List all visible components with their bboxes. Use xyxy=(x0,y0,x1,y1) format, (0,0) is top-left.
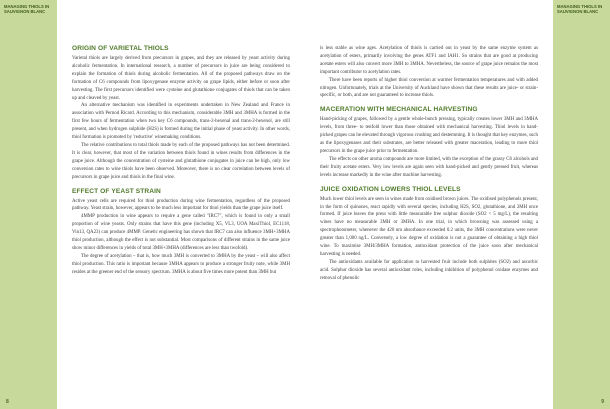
paragraph: Much lower thiol levels are seen in wines made from oxidised brown juices. The oxidised polyphenols present, in the form of quinones, react rapidly with several species, including H2S, SO2, glutathione, and 3MH once formed. If juice leaves the press with little measurable free sulphur dioxide (SO2 < 5 mg/L), the resulting wines have no measurable 3MH or 3MHA. In one trial, in which browning was assessed using a spectrophotometer, whenever the 420 nm absorbance exceeded 0.2 units, the 3MH concentrations were never greater than 1,000 ng/L. Conversely, a low degree of oxidation is not a guarantee of obtaining a high thiol wine. To maximise 3MH/3MHA formation, antioxidant protection of the juice soon after mechanical harvesting is needed. xyxy=(320,196,538,257)
left-text-column xyxy=(72,45,290,277)
left-running-header: MANAGING THIOLS IN SAUVIGNON BLANC xyxy=(4,4,50,14)
paragraph: Hand-picking of grapes, followed by a gentle whole-bunch pressing, typically creates lower 3MH and 3MHA levels, from three- to tenfold lower than those obtained with mechanical harvesting. Thiol levels in hand-picked grapes can be elevated through vigorous crushing and destemming. It is thought that key enzymes, such as the lipoxygenases and their substrates, are better released with greater maceration, leading to more thiol precursors in the grape juice prior to fermentation. xyxy=(320,117,538,154)
paragraph: The antioxidants available for application to harvested fruit include both sulphites (SO2) and ascorbic acid. Sulphur dioxide has several antioxidant roles, including inhibition of polyphenol oxidase enzymes and removal of phenolic xyxy=(320,259,538,281)
paragraph: The degree of acetylation – that is, how much 3MH is converted to 3MHA by the yeast – will also affect thiol production. This ratio is important because 3MHA appears to produce a stronger fruity note, while 3MH resides at the greener end of the sensory spectrum. 3MHA is about five times more potent than 3MH but xyxy=(72,253,290,275)
section-heading-yeast: EFFECT OF YEAST STRAIN xyxy=(72,187,161,195)
section-heading-maceration: MACERATION WITH MECHANICAL HARVESTING xyxy=(320,106,478,114)
right-running-header: MANAGING THIOLS IN SAUVIGNON BLANC xyxy=(557,4,603,14)
paragraph: There have been reports of higher thiol conversion at warmer fermentation temperatures and with added nitrogen. Unfortunately, trials at the University of Auckland have shown that these results are juice- or strain-specific, or both, and are not guaranteed to increase thiols. xyxy=(320,77,538,99)
left-page-number: 8 xyxy=(6,399,9,405)
paragraph: Varietal thiols are largely derived from precursors in grapes, and they are released by yeast activity during alcoholic fermentation. In international research, a number of precursors in juice are being considered to explain the formation of thiols during alcoholic fermentation. All of the proposed pathways draw on the formation of C6 compounds from lipoxygenase enzyme activity on grape lipids, either before or soon after harvesting. The first precursors identified were cysteine and glutathione conjugates of thiols that can be taken up and cleaved by yeast. xyxy=(72,56,290,101)
paragraph: An alternative mechanism was identified in experiments undertaken in New Zealand and France in association with Pernod Ricard. According to this mechanism, considerable 3MH and 3MHA is formed in the first few hours of fermentation when two key C6 compounds, trans-2-hexenal and trans-2-hexenol, are still present, and when hydrogen sulphide (H2S) is formed during the initial phase of yeast activity. In other words, thiol formation is promoted by 'reductive' winemaking conditions. xyxy=(72,103,290,141)
paragraph: The effects on other aroma compounds are more limited, with the exception of the grassy C6 alcohols and their fruity acetate esters. Very low levels are again seen with hand-picked and gently pressed fruit, whereas levels increase markedly in the wine after machine harvesting. xyxy=(320,156,538,178)
paragraph: The relative contributions to total thiols made by each of the proposed pathways has not been determined. It is clear, however, that most of the variation between thiols found in wines results from differences in the grape juice. Although the concentration of cysteine and glutathione conjugates in juice can be high, only low conversion rates to wine thiols have been observed. Moreover, there is no clear correlation between levels of precursors in grape juice and thiols in the final wine. xyxy=(72,142,290,180)
paragraph: 4MMP production in wine appears to require a gene called "IRC7", which is found in only a small proportion of wine yeasts. Only strains that have this gene (including X5, VL3, UOA MaxiThiol, EC1118, Vin13, QA23) can produce 4MMP. Genetic engineering has shown that IRC7 can also influence 3MH+3MHA thiol production, although the effect is not substantial. Most comparisons of different strains in the same juice show minor differences in yields of total 3MH+3MHA (differences are less than twofold). xyxy=(72,214,290,251)
right-page-number: 9 xyxy=(601,399,604,405)
right-text-column xyxy=(320,45,538,283)
right-sidebar xyxy=(553,0,610,409)
left-sidebar xyxy=(0,0,57,409)
paragraph: is less stable as wine ages. Acetylation of thiols is carried out in yeast by the same enzyme system as acetylation of esters, primarily involving the genes ATF1 and IAH1. So strains that are good at producing acetate esters will also convert more 3MH to 3MHA. Nevertheless, the source of grape juice remains the most important contributor to acetylation rates. xyxy=(320,46,538,75)
section-heading-juice-oxidation: JUICE OXIDATION LOWERS THIOL LEVELS xyxy=(320,185,461,193)
paragraph: Active yeast cells are required for thiol production during wine fermentation, regardless of the proposed pathway. Yeast strain, however, appears to be much less important for thiol yields than the grape juice itself. xyxy=(72,198,290,212)
section-heading-origin: ORIGIN OF VARIETAL THIOLS xyxy=(72,45,169,52)
